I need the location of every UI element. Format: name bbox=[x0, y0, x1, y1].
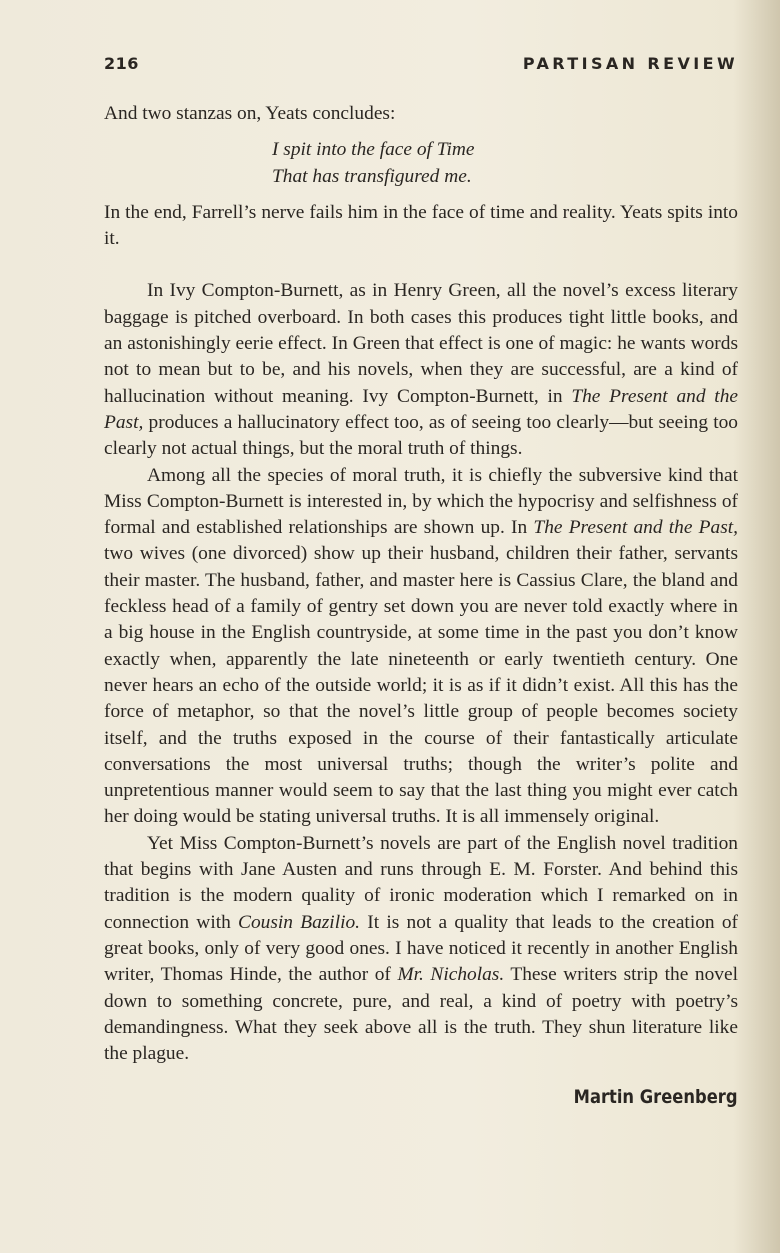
intro-line: And two stanzas on, Yeats concludes: bbox=[104, 103, 396, 124]
author-signature: Martin Greenberg bbox=[574, 1086, 738, 1108]
book-title: The Present and the Past, bbox=[104, 385, 738, 433]
quote-line-1: I spit into the face of Time bbox=[272, 139, 475, 161]
page-header bbox=[104, 54, 738, 84]
paragraph-english-tradition bbox=[104, 831, 738, 1068]
book-title: The Present and the Past, bbox=[533, 517, 738, 539]
paragraph-text: These writers strip the novel down to something concrete, pure, and real, a kind of poetry with poetry’s demandingness. What they seek above all is the truth. They shun literature like the plague. bbox=[104, 964, 738, 1065]
yeats-quote bbox=[272, 137, 738, 190]
paragraph-text: In Ivy Compton-Burnett, as in Henry Green, all the novel’s excess literary baggage is pitched overboard. In both cases this produces tight little books, and an astonishingly eerie effect. In Green that effect is one of magic: he wants words not to mean but to be, and his novels, when they are successful, are a kind of hallucination without meaning. Ivy Compton-Burnett, in bbox=[104, 280, 738, 407]
paragraph-text: Among all the species of moral truth, it is chiefly the subversive kind that Miss Compton-Burnett is interested in, by which the hypocrisy and selfishness of formal and established relationships are shown up. In bbox=[104, 464, 738, 539]
paragraph-text: It is not a quality that leads to the creation of great books, only of very good ones. I have noticed it recently in another English writer, Thomas Hinde, the author of bbox=[104, 911, 738, 986]
article-body bbox=[104, 101, 738, 1067]
paragraph-text: produces a hallucinatory effect too, as of seeing too clearly—but seeing too clearly not actual things, but the moral truth of things. bbox=[104, 411, 738, 460]
page-number: 216 bbox=[104, 54, 139, 73]
book-title: Cousin Bazilio. bbox=[238, 911, 361, 933]
farrell-paragraph: In the end, Farrell’s nerve fails him in the face of time and reality. Yeats spits into it. bbox=[104, 201, 738, 250]
running-head: PARTISAN REVIEW bbox=[522, 54, 738, 73]
book-title: Mr. Nicholas. bbox=[397, 964, 505, 986]
paragraph-text: Yet Miss Compton-Burnett’s novels are part of the English novel tradition that begins with Jane Austen and runs through E. M. Forster. And behind this tradition is the modern quality of ironic moderation which I remarked on in connection with bbox=[104, 832, 738, 933]
quote-line-2: That has transfigured me. bbox=[272, 165, 472, 187]
paragraph-compton-burnett-intro bbox=[104, 278, 738, 462]
paragraph-moral-truth bbox=[104, 463, 738, 831]
paragraph-text: two wives (one divorced) show up their husband, children their father, servants their master. The husband, father, and master here is Cassius Clare, the bland and feckless head of a family of gentry set down you are never told exactly where in a big house in the English countryside, at some time in the past you don’t know exactly when, apparently the late nineteenth or early twentieth century. One never hears an echo of the outside world; it is as if it didn’t exist. All this has the force of metaphor, so that the novel’s little group of people becomes society itself, and the truths exposed in the course of their fantastically articulate conversations the most universal truths; though the writer’s polite and unpretentious manner would seem to say that the last thing you might ever catch her doing would be stating universal truths. It is all immensely original. bbox=[104, 543, 738, 828]
